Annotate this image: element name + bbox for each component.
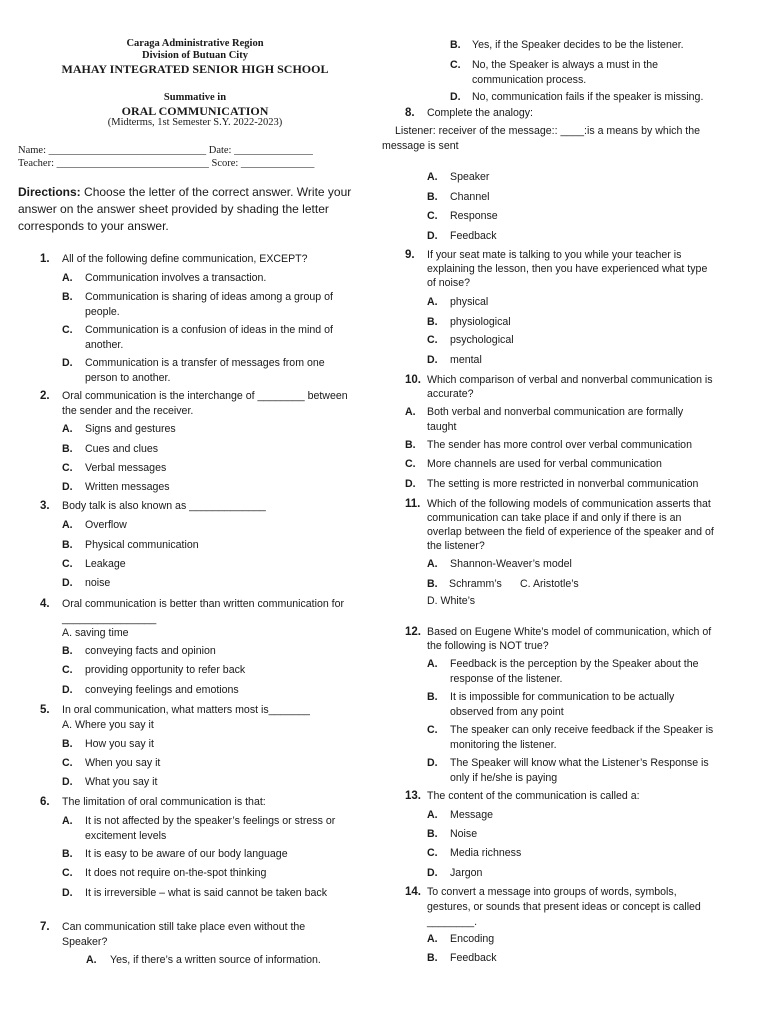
q8-option-b[interactable]: Channel bbox=[450, 191, 490, 203]
school-heading: MAHAY INTEGRATED SENIOR HIGH SCHOOL bbox=[61, 62, 329, 76]
q7-text: Can communication still take place even without the bbox=[62, 921, 306, 933]
q10-option-c[interactable]: More channels are used for verbal communication bbox=[427, 458, 662, 470]
q11-number: 11. bbox=[405, 498, 421, 510]
q7-letter-a[interactable]: A. bbox=[86, 954, 97, 966]
q6-letter-b[interactable]: B. bbox=[62, 848, 73, 860]
q2-text: Oral communication is the interchange of ________ between bbox=[62, 390, 348, 402]
q9-letter-a[interactable]: A. bbox=[427, 296, 438, 308]
q13-option-b[interactable]: Noise bbox=[450, 828, 478, 840]
q6-option-d[interactable]: It is irreversible – what is said cannot be taken back bbox=[85, 887, 328, 899]
q8-number: 8. bbox=[405, 107, 415, 119]
q5-letter-c[interactable]: C. bbox=[62, 757, 73, 769]
q12-letter-c[interactable]: C. bbox=[427, 724, 438, 736]
q10-letter-a[interactable]: A. bbox=[405, 406, 416, 418]
q12-option-c[interactable]: The speaker can only receive feedback if the Speaker is bbox=[450, 724, 714, 736]
q8-letter-c[interactable]: C. bbox=[427, 210, 438, 222]
q11-text-cont2: overlap between the field of experience of the speaker and of bbox=[427, 526, 714, 538]
q7-option-d[interactable]: No, communication fails if the speaker is missing. bbox=[472, 91, 704, 103]
q13-number: 13. bbox=[405, 790, 421, 802]
q4-number: 4. bbox=[40, 598, 50, 610]
q11-option-d[interactable]: D. White’s bbox=[427, 595, 476, 607]
q2-letter-b[interactable]: B. bbox=[62, 443, 73, 455]
q7-number: 7. bbox=[40, 921, 50, 933]
q14-text-cont: gestures, or sounds that present ideas or concept is called bbox=[427, 901, 701, 913]
q2-text-cont: the sender and the receiver. bbox=[62, 405, 194, 417]
directions bbox=[18, 184, 351, 201]
q14-number: 14. bbox=[405, 886, 421, 898]
q4-text-cont: ________________ bbox=[62, 613, 157, 625]
q10-letter-d[interactable]: D. bbox=[405, 478, 416, 490]
q1-letter-d[interactable]: D. bbox=[62, 357, 73, 369]
q12-option-a[interactable]: Feedback is the perception by the Speaker about the bbox=[450, 658, 699, 670]
q9-option-b[interactable]: physiological bbox=[450, 316, 511, 328]
q12-option-b[interactable]: It is impossible for communication to be actually bbox=[450, 691, 675, 703]
q9-text-cont2: of noise? bbox=[427, 277, 470, 289]
q4-option-b[interactable]: conveying facts and opinion bbox=[85, 645, 216, 657]
q13-text: The content of the communication is called a: bbox=[427, 790, 640, 802]
directions-line2: answer on the answer sheet provided by shading the letter bbox=[18, 202, 329, 216]
q7-option-a[interactable]: Yes, if there’s a written source of information. bbox=[110, 954, 321, 966]
q3-option-b[interactable]: Physical communication bbox=[85, 539, 199, 551]
q11-option-a[interactable]: Shannon-Weaver’s model bbox=[450, 558, 572, 570]
q11-option-b[interactable]: Schramm’s bbox=[449, 578, 502, 590]
q10-number: 10. bbox=[405, 374, 421, 386]
q9-option-a[interactable]: physical bbox=[450, 296, 489, 308]
name-date-line: Name: ______________________________ Date: _______________ bbox=[18, 145, 313, 156]
q2-letter-a[interactable]: A. bbox=[62, 423, 73, 435]
q1-option-a[interactable]: Communication involves a transaction. bbox=[85, 272, 267, 284]
directions-line1: Choose the letter of the correct answer. Write your bbox=[84, 185, 352, 199]
q1-option-c-cont: another. bbox=[85, 339, 124, 351]
q11-text-cont3: the listener? bbox=[427, 540, 485, 552]
q6-text: The limitation of oral communication is that: bbox=[62, 796, 266, 808]
q7-letter-b[interactable]: B. bbox=[450, 39, 461, 51]
q4-letter-b[interactable]: B. bbox=[62, 645, 73, 657]
q7-letter-c[interactable]: C. bbox=[450, 59, 461, 71]
q7-text-cont: Speaker? bbox=[62, 936, 108, 948]
q13-option-d[interactable]: Jargon bbox=[450, 867, 483, 879]
q6-option-b[interactable]: It is easy to be aware of our body language bbox=[85, 848, 288, 860]
q10-letter-c[interactable]: C. bbox=[405, 458, 416, 470]
q5-letter-d[interactable]: D. bbox=[62, 776, 73, 788]
test-heading: Summative in bbox=[163, 92, 227, 103]
q14-text: To convert a message into groups of words, symbols, bbox=[427, 886, 677, 898]
q8-text-cont: Listener: receiver of the message:: ____:is a means by which the bbox=[395, 125, 701, 137]
q4-option-a[interactable]: A. saving time bbox=[62, 627, 129, 639]
q8-text-cont2: message is sent bbox=[382, 140, 459, 152]
q1-letter-a[interactable]: A. bbox=[62, 272, 73, 284]
q1-option-b[interactable]: Communication is sharing of ideas among a group of bbox=[85, 291, 333, 303]
q5-letter-b[interactable]: B. bbox=[62, 738, 73, 750]
q11-option-c[interactable]: C. Aristotle’s bbox=[520, 578, 579, 590]
q6-letter-c[interactable]: C. bbox=[62, 867, 73, 879]
q2-option-a[interactable]: Signs and gestures bbox=[85, 423, 176, 435]
q2-letter-d[interactable]: D. bbox=[62, 481, 73, 493]
q12-option-b-cont: observed from any point bbox=[450, 706, 564, 718]
q12-option-d-cont: only if he/she is paying bbox=[450, 772, 558, 784]
q9-letter-b[interactable]: B. bbox=[427, 316, 438, 328]
region-heading: Caraga Administrative Region bbox=[126, 38, 264, 49]
q10-option-b[interactable]: The sender has more control over verbal communication bbox=[427, 439, 692, 451]
q4-option-d[interactable]: conveying feelings and emotions bbox=[85, 684, 239, 696]
q10-letter-b[interactable]: B. bbox=[405, 439, 416, 451]
q13-option-a[interactable]: Message bbox=[450, 809, 493, 821]
q3-letter-d[interactable]: D. bbox=[62, 577, 73, 589]
q8-letter-a[interactable]: A. bbox=[427, 171, 438, 183]
q4-text: Oral communication is better than written communication for bbox=[62, 598, 345, 610]
q12-option-a-cont: response of the listener. bbox=[450, 673, 563, 685]
q6-option-a-cont: excitement levels bbox=[85, 830, 167, 842]
q1-option-c[interactable]: Communication is a confusion of ideas in the mind of bbox=[85, 324, 333, 336]
q8-text: Complete the analogy: bbox=[427, 107, 534, 119]
q10-text: Which comparison of verbal and nonverbal communication is bbox=[427, 374, 713, 386]
q1-letter-b[interactable]: B. bbox=[62, 291, 73, 303]
q8-option-d[interactable]: Feedback bbox=[450, 230, 497, 242]
q13-letter-b[interactable]: B. bbox=[427, 828, 438, 840]
q7-letter-d[interactable]: D. bbox=[450, 91, 461, 103]
q3-option-c[interactable]: Leakage bbox=[85, 558, 126, 570]
q5-number: 5. bbox=[40, 704, 50, 716]
q11-text: Which of the following models of communication asserts that bbox=[427, 498, 711, 510]
directions-label: Directions: bbox=[18, 185, 81, 199]
q11-text-cont: communication can take place if and only if there is an bbox=[427, 512, 682, 524]
q12-number: 12. bbox=[405, 626, 421, 638]
q11-letter-a[interactable]: A. bbox=[427, 558, 438, 570]
directions-line3: corresponds to your answer. bbox=[18, 219, 169, 233]
q9-number: 9. bbox=[405, 249, 415, 261]
q13-letter-a[interactable]: A. bbox=[427, 809, 438, 821]
q5-option-b[interactable]: How you say it bbox=[85, 738, 154, 750]
q9-option-d[interactable]: mental bbox=[450, 354, 482, 366]
q1-option-d[interactable]: Communication is a transfer of messages from one bbox=[85, 357, 325, 369]
q10-option-a-cont: taught bbox=[427, 421, 457, 433]
q3-letter-a[interactable]: A. bbox=[62, 519, 73, 531]
q2-option-d[interactable]: Written messages bbox=[85, 481, 170, 493]
q9-letter-d[interactable]: D. bbox=[427, 354, 438, 366]
q2-number: 2. bbox=[40, 390, 50, 402]
q12-letter-d[interactable]: D. bbox=[427, 757, 438, 769]
q10-option-a[interactable]: Both verbal and nonverbal communication are formally bbox=[427, 406, 684, 418]
q11-letter-b[interactable]: B. bbox=[427, 578, 438, 590]
q14-option-b[interactable]: Feedback bbox=[450, 952, 497, 964]
q12-letter-a[interactable]: A. bbox=[427, 658, 438, 670]
q2-letter-c[interactable]: C. bbox=[62, 462, 73, 474]
q6-option-a[interactable]: It is not affected by the speaker’s feelings or stress or bbox=[85, 815, 336, 827]
q10-option-d[interactable]: The setting is more restricted in nonverbal communication bbox=[427, 478, 699, 490]
q6-option-c[interactable]: It does not require on-the-spot thinking bbox=[85, 867, 267, 879]
q1-letter-c[interactable]: C. bbox=[62, 324, 73, 336]
q12-text-cont: the following is NOT true? bbox=[427, 640, 549, 652]
q6-letter-a[interactable]: A. bbox=[62, 815, 73, 827]
q5-option-c[interactable]: When you say it bbox=[85, 757, 161, 769]
q4-option-c[interactable]: providing opportunity to refer back bbox=[85, 664, 246, 676]
q14-option-a[interactable]: Encoding bbox=[450, 933, 495, 945]
q7-option-c[interactable]: No, the Speaker is always a must in the bbox=[472, 59, 659, 71]
q9-text: If your seat mate is talking to you while your teacher is bbox=[427, 249, 682, 261]
q1-text: All of the following define communication, EXCEPT? bbox=[62, 253, 308, 265]
q8-option-a[interactable]: Speaker bbox=[450, 171, 490, 183]
q14-text-cont2: ________. bbox=[427, 916, 478, 928]
q9-letter-c[interactable]: C. bbox=[427, 334, 438, 346]
q6-letter-d[interactable]: D. bbox=[62, 887, 73, 899]
q2-option-c[interactable]: Verbal messages bbox=[85, 462, 167, 474]
q10-text-cont: accurate? bbox=[427, 388, 474, 400]
q7-option-c-cont: communication process. bbox=[472, 74, 587, 86]
subject-heading: ORAL COMMUNICATION bbox=[121, 104, 269, 118]
q14-letter-a[interactable]: A. bbox=[427, 933, 438, 945]
q13-option-c[interactable]: Media richness bbox=[450, 847, 522, 859]
q8-option-c[interactable]: Response bbox=[450, 210, 498, 222]
q8-letter-b[interactable]: B. bbox=[427, 191, 438, 203]
q8-letter-d[interactable]: D. bbox=[427, 230, 438, 242]
q5-option-d[interactable]: What you say it bbox=[85, 776, 158, 788]
q12-text: Based on Eugene White’s model of communication, which of bbox=[427, 626, 712, 638]
q3-number: 3. bbox=[40, 500, 50, 512]
q12-letter-b[interactable]: B. bbox=[427, 691, 438, 703]
q5-text: In oral communication, what matters most is_______ bbox=[62, 704, 310, 716]
q1-option-d-cont: person to another. bbox=[85, 372, 171, 384]
q3-letter-c[interactable]: C. bbox=[62, 558, 73, 570]
q3-letter-b[interactable]: B. bbox=[62, 539, 73, 551]
q5-option-a[interactable]: A. Where you say it bbox=[62, 719, 154, 731]
q9-option-c[interactable]: psychological bbox=[450, 334, 514, 346]
q13-letter-c[interactable]: C. bbox=[427, 847, 438, 859]
q3-text: Body talk is also known as _____________ bbox=[62, 500, 266, 512]
q12-option-d[interactable]: The Speaker will know what the Listener’s Response is bbox=[450, 757, 709, 769]
q14-letter-b[interactable]: B. bbox=[427, 952, 438, 964]
q1-number: 1. bbox=[40, 253, 50, 265]
q13-letter-d[interactable]: D. bbox=[427, 867, 438, 879]
period-heading: (Midterms, 1st Semester S.Y. 2022-2023) bbox=[107, 117, 283, 128]
division-heading: Division of Butuan City bbox=[142, 50, 248, 61]
teacher-score-line: Teacher: _____________________________ Score: ______________ bbox=[18, 158, 315, 169]
q9-text-cont: explaining the lesson, then you have experienced what type bbox=[427, 263, 708, 275]
q6-number: 6. bbox=[40, 796, 50, 808]
q1-option-b-cont: people. bbox=[85, 306, 120, 318]
q7-option-b[interactable]: Yes, if the Speaker decides to be the listener. bbox=[472, 39, 684, 51]
q4-letter-c[interactable]: C. bbox=[62, 664, 73, 676]
q3-option-a[interactable]: Overflow bbox=[85, 519, 127, 531]
q2-option-b[interactable]: Cues and clues bbox=[85, 443, 159, 455]
q3-option-d[interactable]: noise bbox=[85, 577, 111, 589]
q12-option-c-cont: monitoring the listener. bbox=[450, 739, 557, 751]
q4-letter-d[interactable]: D. bbox=[62, 684, 73, 696]
